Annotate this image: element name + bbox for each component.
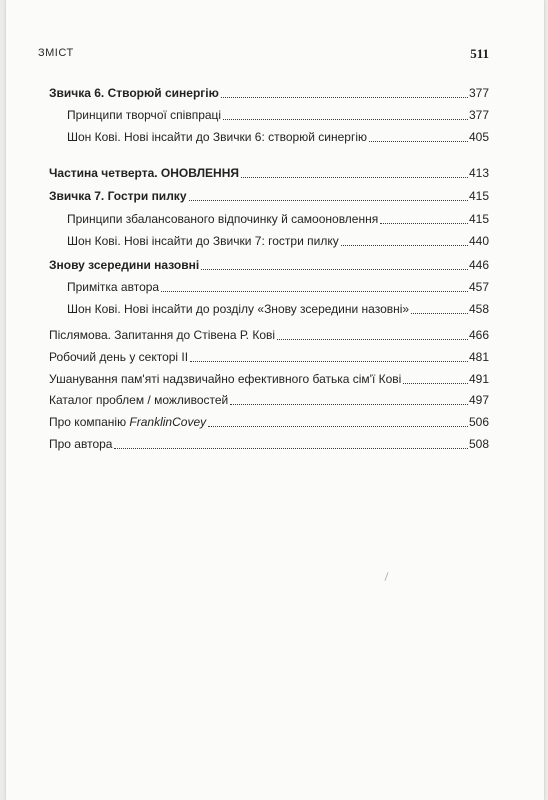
dot-leader <box>241 177 468 178</box>
toc-entry-title: Знову зсередини назовні <box>49 258 200 272</box>
toc-entry-title: Про автора <box>49 437 113 451</box>
toc-entry-page: 481 <box>468 350 489 364</box>
toc-entry-title: Каталог проблем / можливостей <box>49 393 229 407</box>
toc-entry[interactable] <box>67 278 489 295</box>
toc-entry[interactable] <box>49 164 489 181</box>
toc-entry[interactable] <box>49 413 489 430</box>
toc-entry[interactable] <box>49 370 489 387</box>
toc-entry-title: Звичка 6. Створюй синергію <box>49 86 219 100</box>
toc-entry-title: Шон Кові. Нові інсайти до Звички 6: створюй синергію <box>67 130 367 144</box>
dot-leader <box>411 313 468 314</box>
toc-entry-page: 405 <box>468 130 489 144</box>
toc-entry[interactable] <box>49 326 489 343</box>
toc-entry-page: 413 <box>468 166 489 180</box>
toc-entry[interactable] <box>67 300 489 317</box>
toc-entry[interactable] <box>67 232 489 249</box>
dot-leader <box>190 361 468 362</box>
toc-entry-title: Принципи збалансованого відпочинку й самооновлення <box>67 212 379 226</box>
company-name: FranklinCovey <box>129 415 207 429</box>
toc-entry-page: 377 <box>468 86 489 100</box>
dot-leader <box>221 97 468 98</box>
toc-entry-page: 458 <box>468 302 489 316</box>
toc-entry[interactable] <box>49 391 489 408</box>
toc-entry[interactable] <box>67 106 489 123</box>
dot-leader <box>201 269 468 270</box>
toc-entry-title-text: Про компанію <box>49 415 130 429</box>
toc-entry-page: 415 <box>468 189 489 203</box>
dot-leader <box>161 291 468 292</box>
toc-entry[interactable] <box>67 210 489 227</box>
running-head: ЗМІСТ <box>38 47 74 59</box>
dot-leader <box>230 404 468 405</box>
toc-entry[interactable] <box>49 187 489 204</box>
toc-entry-page: 415 <box>468 212 489 226</box>
toc-entry[interactable] <box>49 84 489 101</box>
dot-leader <box>189 200 468 201</box>
paper-speck <box>384 572 388 581</box>
toc-entry-page: 506 <box>468 415 489 429</box>
page-number: 511 <box>470 46 489 61</box>
dot-leader <box>380 223 468 224</box>
toc-entry-title <box>49 415 206 430</box>
toc-entry-page: 497 <box>468 393 489 407</box>
toc-entry-title: Принципи творчої співпраці <box>67 108 222 122</box>
toc-entry-page: 491 <box>468 372 489 386</box>
toc-entry-title: Частина четверта. ОНОВЛЕННЯ <box>49 166 240 180</box>
dot-leader <box>114 448 467 449</box>
toc-entry[interactable] <box>49 435 489 452</box>
toc-entry-page: 440 <box>468 234 489 248</box>
dot-leader <box>223 119 468 120</box>
toc-entry-page: 466 <box>468 328 489 342</box>
dot-leader <box>277 339 468 340</box>
toc-entry-title: Робочий день у секторі II <box>49 350 189 364</box>
toc-entry-title: Примітка автора <box>67 280 160 294</box>
toc-entry-page: 446 <box>468 258 489 272</box>
toc-entry-title: Звичка 7. Гостри пилку <box>49 189 187 203</box>
dot-leader <box>341 245 468 246</box>
toc-entry-title: Шон Кові. Нові інсайти до Звички 7: гостри пилку <box>67 234 339 248</box>
toc-entry-title: Шон Кові. Нові інсайти до розділу «Знову зсередини назовні» <box>67 302 410 316</box>
toc-entry-page: 457 <box>468 280 489 294</box>
toc-entry-page: 508 <box>468 437 489 451</box>
toc-entry[interactable] <box>49 256 489 273</box>
dot-leader <box>369 141 468 142</box>
book-page <box>6 0 544 800</box>
dot-leader <box>208 426 468 427</box>
toc-entry-page: 377 <box>468 108 489 122</box>
dot-leader <box>403 383 468 384</box>
toc-entry[interactable] <box>67 128 489 145</box>
toc-entry-title: Післямова. Запитання до Стівена Р. Кові <box>49 328 276 342</box>
toc-entry[interactable] <box>49 348 489 365</box>
toc-entry-title: Ушанування пам'яті надзвичайно ефективного батька сім'ї Кові <box>49 372 402 386</box>
